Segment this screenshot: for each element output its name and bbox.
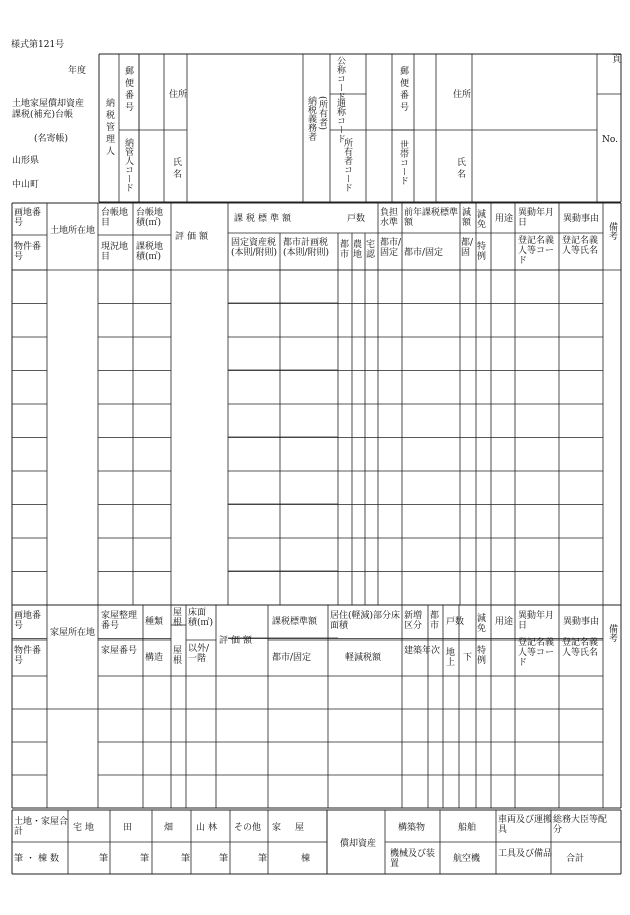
house-label: 家屋 [272, 823, 319, 833]
house-special-header: 特例 [477, 646, 487, 666]
burden-level-header: 負担水準 [380, 208, 399, 228]
parcels-buildings-label: 筆・棟数 [14, 854, 63, 864]
unit-hitsu-5: 筆 [258, 854, 268, 864]
other-label: その他 [234, 823, 262, 833]
land-tax-standard-header: 課税標準額 [234, 214, 295, 224]
aircraft-label: 航空機 [453, 854, 481, 864]
house-change-date-header: 異動年月日 [518, 611, 555, 631]
house-households-header: 戸数 [446, 617, 465, 627]
actual-category-header: 現況地目 [101, 242, 129, 262]
toshi-header: 都市 [340, 240, 350, 260]
town: 中山町 [12, 180, 40, 190]
fixed-asset-tax-header: 固定資産税(本則/附則) [231, 238, 278, 258]
unit-hitsu-3: 筆 [181, 854, 191, 864]
obligor-address-label: 住所 [453, 90, 472, 100]
house-no-header: 家屋番号 [101, 646, 138, 656]
no-label: No. [602, 135, 618, 145]
household-count-header: 戸数 [347, 214, 366, 224]
house-city-header: 都市 [430, 611, 440, 631]
above-header: 地上 [446, 648, 456, 668]
house-change-reason-header: 異動事由 [563, 617, 600, 627]
house-adjust-no-header: 家屋整理番号 [101, 611, 138, 631]
house-city-fixed-header: 都市/固定 [272, 653, 312, 663]
common-name-code-label: 通称コード [335, 98, 345, 143]
taxable-area-header: 課税地積(㎡) [136, 242, 164, 262]
year-label: 年度 [68, 66, 87, 76]
prev-city-fixed-header: 都市/固定 [404, 248, 444, 258]
machinery-label: 機械及び装置 [390, 849, 436, 869]
build-year-header: 建築年次 [404, 646, 441, 656]
takuchi-header: 宅認 [366, 240, 376, 260]
minister-allocation-label: 総務大臣等配分 [553, 815, 608, 835]
registry-area-header: 台帳地積(㎡) [136, 208, 164, 228]
reduction-header: 減額 [462, 208, 472, 228]
roof-header: 屋根 [173, 608, 183, 628]
structure-header: 構造 [145, 653, 164, 663]
owner-code-label: 所有者コード [342, 138, 352, 192]
house-parcel-no-header: 画地番号 [14, 611, 42, 631]
floor-other-header: 以外/一階 [188, 644, 210, 664]
form-number: 様式第121号 [11, 40, 65, 50]
household-code-label: 世帯コード [398, 140, 408, 185]
floor-area-header: 床面積(㎡) [188, 608, 214, 628]
house-registered-code-header: 登記名義人等コード [518, 638, 555, 668]
kind-header: 種類 [145, 617, 164, 627]
obligor-name-label: 氏名 [455, 157, 465, 181]
ships-label: 船舶 [458, 823, 477, 833]
unit-hitsu-1: 筆 [99, 854, 109, 864]
admin-name-label: 氏名 [171, 157, 181, 181]
tax-obligor-label: 納税義務者 [306, 96, 316, 141]
house-registered-name-header: 登記名義人等氏名 [562, 638, 599, 658]
land-parcel-no-header: 画地番号 [14, 208, 42, 228]
ledger-title: 土地家屋償却資産 [12, 99, 85, 109]
reduction-city-fixed-header: 都/固 [461, 238, 474, 258]
city-planning-tax-header: 都市計画税(本則/附則) [283, 238, 330, 258]
owner-note: (所有者) [317, 96, 327, 131]
depreciable-assets-label: 償却資産 [340, 839, 377, 849]
land-location-header: 土地所在地 [50, 226, 96, 236]
ledger-title-2: 課税(補充)台帳 [12, 110, 74, 120]
rice-field-label: 田 [123, 823, 133, 833]
prev-year-standard-header: 前年課税標準額 [404, 208, 459, 228]
vehicles-label: 車両及び運搬具 [498, 815, 553, 835]
house-remarks-header: 備考 [607, 624, 617, 642]
house-assessed-value-header: 評価額 [219, 636, 256, 646]
land-exemption-header: 減免 [477, 210, 487, 230]
house-exemption-header: 減免 [477, 614, 487, 634]
structures-label: 構築物 [398, 823, 426, 833]
house-property-no-header: 物件番号 [14, 646, 42, 666]
forest-label: 山林 [196, 823, 221, 833]
land-remarks-header: 備考 [607, 222, 617, 240]
land-change-date-header: 異動年月日 [518, 208, 555, 228]
unit-hitsu-2: 筆 [140, 854, 150, 864]
new-build-header: 新増区分 [404, 611, 423, 631]
house-usage-header: 用途 [495, 617, 514, 627]
below-header: 下 [463, 653, 473, 663]
postal-code-label: 郵便番号 [123, 66, 133, 114]
land-usage-header: 用途 [495, 214, 514, 224]
registry-category-header: 台帳地目 [101, 208, 129, 228]
land-registered-code-header: 登記名義人等コード [518, 236, 555, 266]
land-house-total-label: 土地・家屋合計 [14, 817, 69, 837]
admin-code-label: 納管人コード [123, 138, 133, 192]
page-label: 頁 [612, 55, 622, 65]
land-registered-name-header: 登記名義人等氏名 [562, 236, 599, 256]
unit-mune: 棟 [301, 854, 311, 864]
total-label: 合計 [566, 854, 585, 864]
admin-address-label: 住所 [169, 90, 188, 100]
land-city-fixed-header: 都市/固定 [380, 238, 402, 258]
taxpayer-admin-label: 納税管理人 [104, 98, 114, 158]
tools-label: 工具及び備品 [498, 849, 553, 859]
roof2-header: 屋根 [173, 646, 183, 666]
land-property-no-header: 物件番号 [14, 242, 42, 262]
ledger-subtitle: (名寄帳) [34, 134, 69, 144]
residential-area-header: 居住(軽減)部分床面積 [330, 611, 401, 631]
obligor-postal-code-label: 郵便番号 [398, 66, 408, 114]
upland-label: 畑 [164, 823, 174, 833]
residential-label: 宅地 [73, 823, 98, 833]
reduced-tax-header: 軽減税額 [345, 653, 382, 663]
land-assessed-value-header: 評価額 [175, 232, 212, 242]
land-special-header: 特例 [477, 242, 487, 262]
house-tax-standard-header: 課税標準額 [272, 617, 318, 627]
house-location-header: 家屋所在地 [50, 628, 96, 638]
prefecture: 山形県 [12, 156, 40, 166]
land-change-reason-header: 異動事由 [563, 214, 600, 224]
unit-hitsu-4: 筆 [219, 854, 229, 864]
public-name-code-label: 公称コード [335, 56, 345, 101]
nochi-header: 農地 [353, 240, 363, 260]
